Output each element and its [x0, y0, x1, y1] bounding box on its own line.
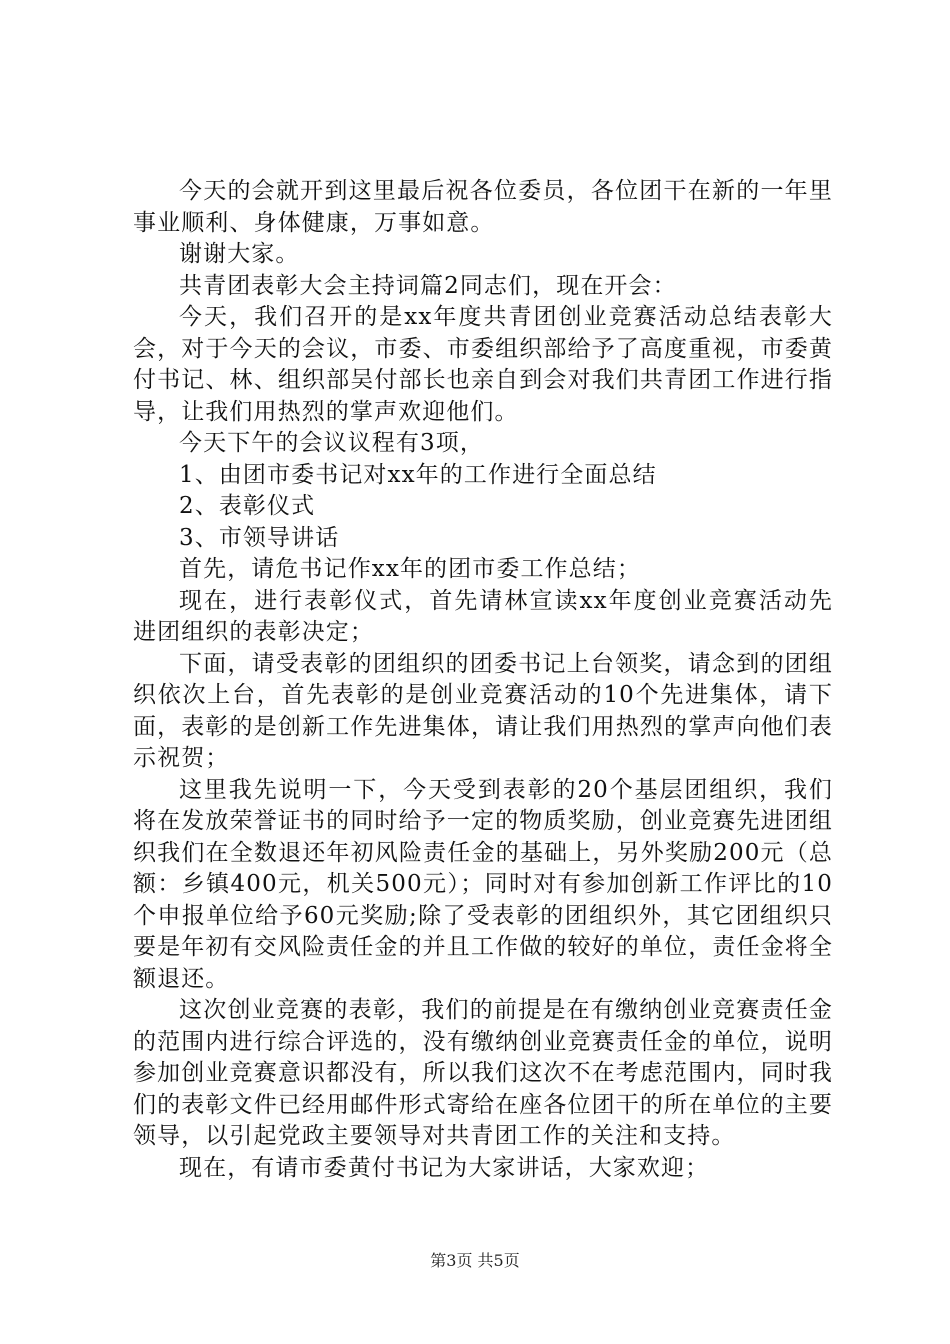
paragraph: 谢谢大家。 — [179, 241, 300, 267]
list-item: 2、表彰仪式 — [179, 493, 316, 519]
paragraph: 现在，进行表彰仪式，首先请林宣读xx年度创业竞赛活动先进团组织的表彰决定； — [133, 587, 833, 645]
list-item: 3、市领导讲话 — [179, 524, 340, 551]
paragraph: 下面，请受表彰的团组织的团委书记上台领奖，请念到的团组织依次上台，首先表彰的是创业竞赛活动的10个先进集体，请下面，表彰的是创新工作先进集体，请让我们用热烈的掌声向他们表示祝贺； — [133, 650, 833, 771]
paragraph: 现在，有请市委黄付书记为大家讲话，大家欢迎； — [179, 1154, 710, 1181]
paragraph: 今天，我们召开的是xx年度共青团创业竞赛活动总结表彰大会，对于今天的会议，市委、市委组织部给予了高度重视，市委黄付书记、林、组织部吴付部长也亲自到会对我们共青团工作进行指导，让我们用热烈的掌声欢迎他们。 — [133, 304, 833, 425]
document-body — [133, 176, 833, 1184]
page-number-footer: 第3页 共5页 — [430, 1251, 520, 1270]
paragraph: 这次创业竞赛的表彰，我们的前提是在有缴纳创业竞赛责任金的范围内进行综合评选的，没有缴纳创业竞赛责任金的单位，说明参加创业竞赛意识都没有，所以我们这次不在考虑范围内，同时我们的表彰文件已经用邮件形式寄给在座各位团干的所在单位的主要领导，以引起党政主要领导对共青团工作的关注和支持。 — [133, 997, 833, 1149]
paragraph: 首先，请危书记作xx年的团市委工作总结； — [179, 556, 641, 582]
paragraph: 共青团表彰大会主持词篇2同志们，现在开会： — [179, 272, 677, 299]
list-item: 1、由团市委书记对xx年的工作进行全面总结 — [179, 461, 657, 488]
paragraph: 今天下午的会议议程有3项， — [179, 430, 484, 456]
paragraph: 这里我先说明一下，今天受到表彰的20个基层团组织，我们将在发放荣誉证书的同时给予一定的物质奖励，创业竞赛先进团组织我们在全数退还年初风险责任金的基础上，另外奖励200元（总额：乡镇400元，机关500元）；同时对有参加创新工作评比的10个申报单位给予60元奖励;除了受表彰的团组织外，其它团组织只要是年初有交风险责任金的并且工作做的较好的单位，责任金将全额退还。 — [133, 776, 833, 992]
paragraph: 今天的会就开到这里最后祝各位委员，各位团干在新的一年里事业顺利、身体健康，万事如意。 — [133, 178, 833, 236]
